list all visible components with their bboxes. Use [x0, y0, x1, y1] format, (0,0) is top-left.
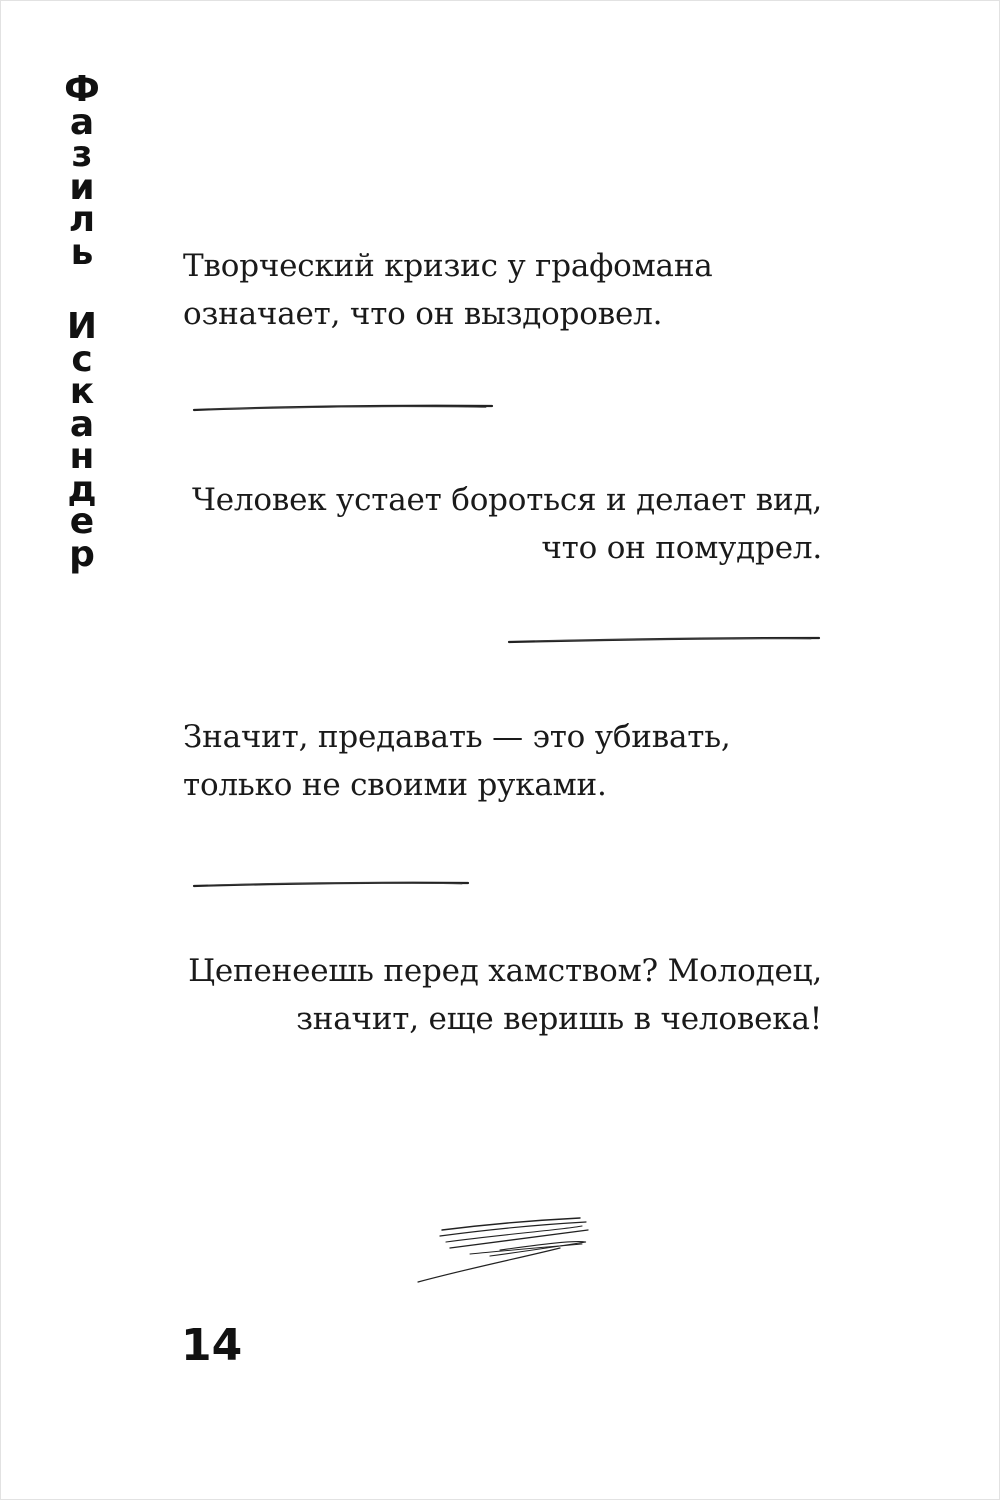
- author-last-name: [66, 306, 98, 575]
- author-letter: к: [69, 371, 95, 412]
- quote-line: Цепенеешь перед хамством? Молодец,: [188, 953, 822, 989]
- author-letter: ь: [70, 231, 94, 273]
- author-letter: е: [69, 501, 95, 542]
- author-letter: а: [69, 101, 95, 143]
- author-letter: н: [69, 436, 95, 477]
- divider-line: [505, 630, 825, 650]
- quote-4: [188, 947, 822, 1043]
- quote-line: Значит, предавать — это убивать,: [183, 719, 731, 755]
- quote-line: Человек устает бороться и делает вид,: [191, 482, 822, 518]
- author-letter: з: [71, 134, 93, 175]
- author-letter: а: [69, 403, 95, 445]
- divider-line: [190, 874, 475, 894]
- quote-line: Творческий кризис у графомана: [183, 248, 713, 284]
- quote-2: [192, 476, 822, 572]
- author-letter: л: [68, 199, 96, 240]
- quote-line: только не своими руками.: [183, 767, 607, 803]
- author-letter: и: [69, 166, 95, 208]
- author-letter: Ф: [64, 69, 100, 110]
- divider-line: [190, 398, 500, 418]
- author-letter: д: [67, 468, 97, 510]
- author-name-vertical: [62, 69, 102, 575]
- author-first-name: [64, 69, 100, 273]
- scribble-ornament: [410, 1212, 600, 1292]
- quote-1: [183, 242, 713, 338]
- quote-line: означает, что он выздоровел.: [183, 296, 663, 332]
- page-number: 14: [181, 1320, 243, 1371]
- quote-line: значит, еще веришь в человека!: [296, 1001, 822, 1037]
- quote-line: что он помудрел.: [541, 530, 822, 566]
- author-letter: И: [66, 306, 98, 347]
- author-letter: р: [69, 533, 95, 575]
- author-letter: с: [71, 338, 93, 380]
- quote-3: [183, 713, 731, 809]
